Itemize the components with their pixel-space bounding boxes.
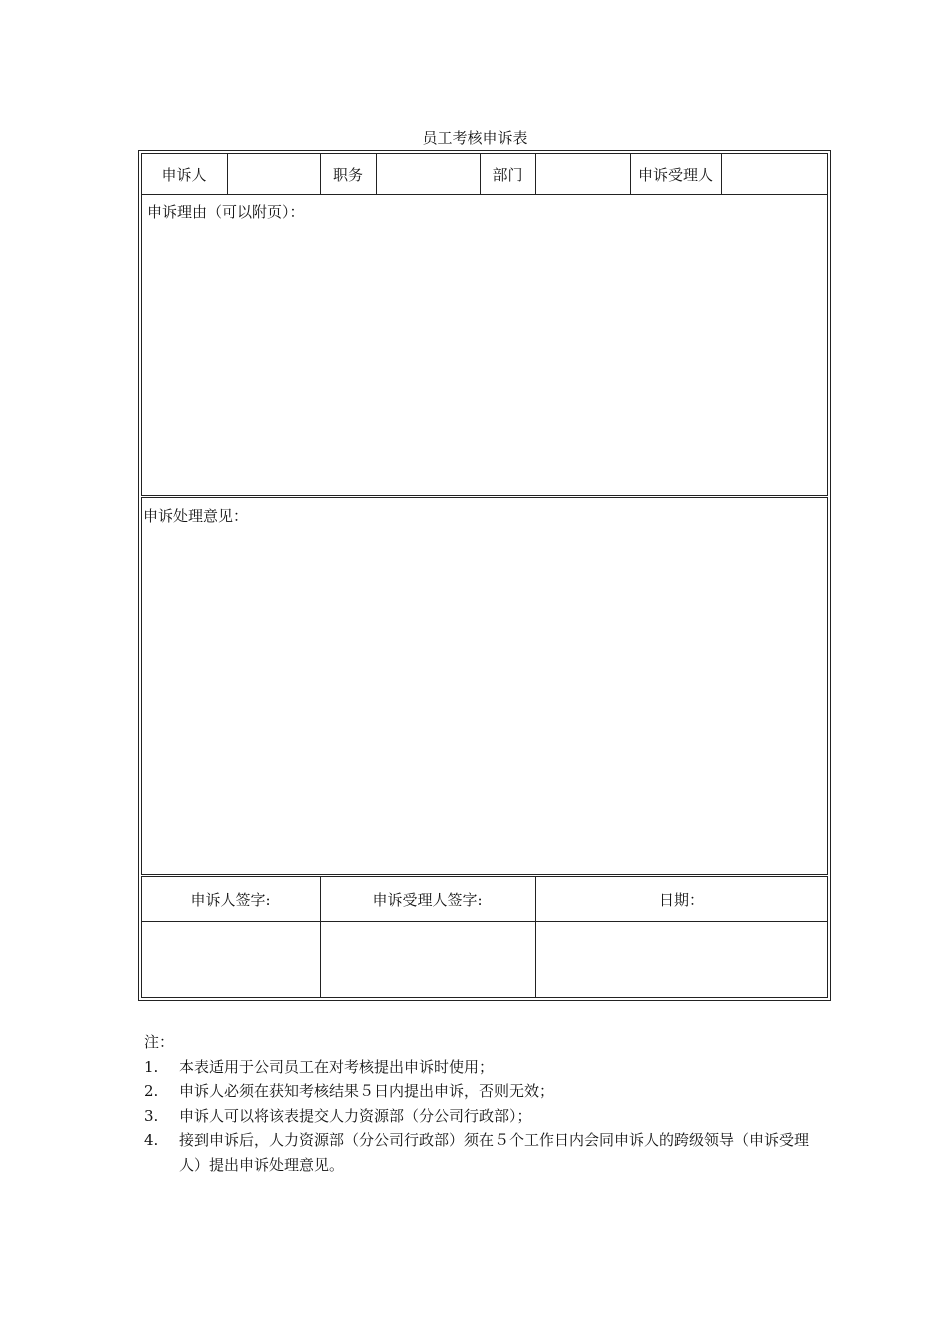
department-input[interactable] [536, 164, 630, 186]
appellant-label: 申诉人 [161, 166, 207, 184]
date-label: 日期： [658, 891, 704, 909]
handler-label: 申诉受理人 [637, 166, 713, 184]
note-number: 1. [144, 1057, 159, 1076]
reason-text-area[interactable] [147, 226, 822, 490]
date-field[interactable] [536, 922, 827, 997]
position-label: 职务 [332, 166, 363, 184]
notes-heading: 注： [144, 1033, 175, 1051]
position-input[interactable] [377, 164, 480, 186]
note-number: 4. [144, 1131, 159, 1149]
department-label: 部门 [492, 166, 523, 184]
opinion-label: 申诉处理意见： [143, 507, 249, 525]
note-item [144, 1128, 824, 1177]
opinion-text-area[interactable] [147, 530, 822, 868]
note-item [144, 1055, 824, 1080]
handler-input[interactable] [722, 164, 828, 186]
appellant-signature-field[interactable] [142, 922, 319, 997]
note-item [144, 1104, 824, 1129]
handler-signature-field[interactable] [321, 922, 534, 997]
note-item [144, 1079, 824, 1104]
handler-signature-label: 申诉受理人签字: [372, 891, 483, 909]
form-title: 员工考核申诉表 [422, 129, 528, 147]
note-number: 2. [144, 1082, 159, 1100]
note-number: 3. [144, 1106, 159, 1125]
note-text: 申诉人必须在获知考核结果５日内提出申诉，否则无效； [179, 1082, 555, 1100]
note-text: 本表适用于公司员工在对考核提出申诉时使用； [179, 1057, 495, 1076]
reason-label: 申诉理由（可以附页）： [147, 203, 305, 221]
note-text: 接到申诉后，人力资源部（分公司行政部）须在５个工作日内会同申诉人的跨级领导（申诉受理人）提出申诉处理意见。 [179, 1131, 810, 1174]
appellant-input[interactable] [228, 164, 320, 186]
note-text: 申诉人可以将该表提交人力资源部（分公司行政部）； [179, 1106, 532, 1125]
appellant-signature-label: 申诉人签字: [190, 891, 271, 909]
notes-section [144, 1030, 824, 1177]
